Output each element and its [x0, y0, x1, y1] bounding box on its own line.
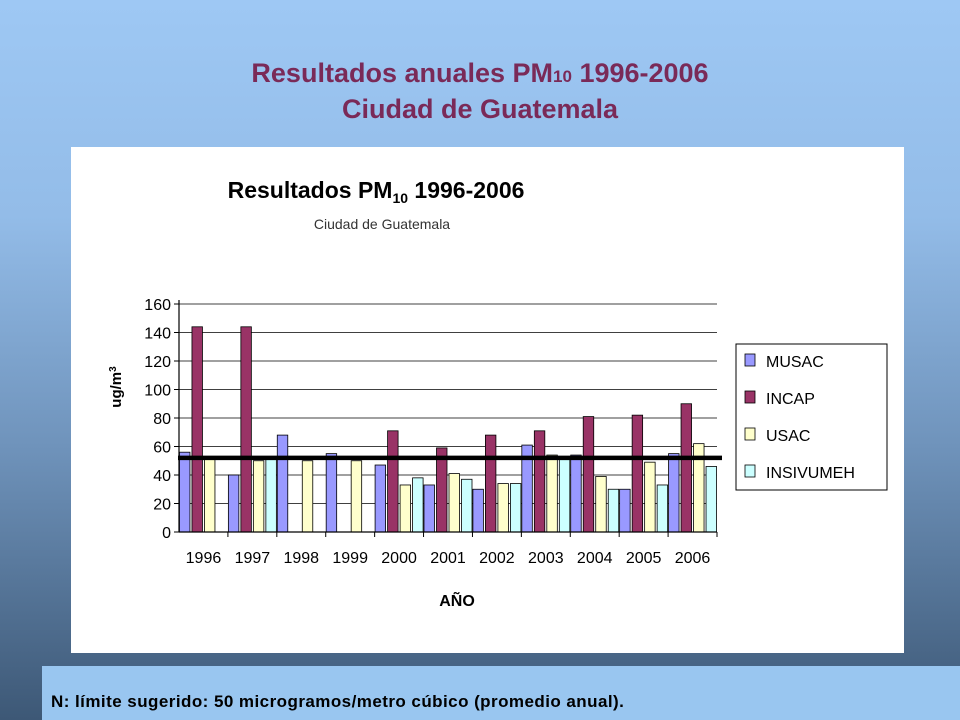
bar-incap-2002: [485, 435, 496, 532]
bar-incap-2006: [681, 404, 692, 532]
legend: [736, 344, 887, 490]
x-tick-label: 1996: [185, 550, 222, 567]
bar-insivumeh-2003: [559, 458, 570, 532]
bar-incap-2000: [388, 431, 399, 532]
bar-insivumeh-1997: [266, 459, 277, 532]
y-tick-label: 40: [153, 468, 171, 485]
legend-label-insivumeh: INSIVUMEH: [766, 465, 855, 482]
bar-usac-1997: [253, 461, 264, 532]
y-tick-label: 120: [144, 354, 171, 371]
x-tick-label: 2000: [381, 550, 417, 567]
slide-title-main: Resultados anuales PM: [251, 58, 554, 88]
bar-musac-2002: [473, 489, 484, 532]
x-axis-label: AÑO: [439, 593, 475, 610]
legend-swatch-incap: [745, 391, 755, 403]
legend-swatch-insivumeh: [745, 465, 755, 477]
x-tick-label: 1997: [234, 550, 271, 567]
bar-usac-2001: [449, 474, 460, 532]
y-tick-label: 60: [153, 439, 171, 457]
bar-usac-2000: [400, 485, 411, 532]
bar-musac-2004: [571, 455, 582, 532]
bar-usac-1999: [351, 461, 362, 532]
bar-incap-2005: [632, 415, 643, 532]
bar-usac-1996: [204, 456, 215, 532]
legend-label-musac: MUSAC: [766, 354, 824, 371]
bar-insivumeh-2005: [657, 485, 668, 532]
bar-insivumeh-2000: [413, 478, 424, 532]
bar-insivumeh-2002: [510, 484, 520, 532]
bar-insivumeh-2001: [462, 479, 473, 532]
x-tick-label: 1998: [283, 550, 320, 567]
legend-swatch-usac: [745, 428, 755, 440]
bar-musac-1997: [228, 475, 239, 532]
slide-title: [0, 56, 960, 94]
footnote: N: límite sugerido: 50 microgramos/metro cúbico (promedio anual).: [51, 692, 625, 711]
y-tick-label: 20: [153, 496, 171, 514]
slide-title-subscript: 10: [553, 67, 572, 86]
legend-label-usac: USAC: [766, 428, 811, 445]
bar-musac-1996: [179, 452, 190, 532]
bar-musac-2005: [620, 489, 631, 532]
bar-musac-2000: [375, 465, 386, 532]
slide-title-years: 1996-2006: [571, 58, 709, 88]
y-tick-label: 140: [144, 325, 171, 343]
pm10-bar-chart: [71, 147, 904, 653]
bar-insivumeh-2004: [608, 489, 619, 532]
legend-label-incap: INCAP: [766, 391, 815, 408]
chart-panel: [71, 147, 904, 653]
bar-musac-2001: [424, 485, 435, 532]
y-tick-label: 160: [144, 297, 171, 314]
bar-usac-2002: [498, 484, 509, 532]
x-tick-label: 2001: [430, 550, 466, 567]
bar-musac-1998: [277, 435, 288, 532]
y-axis-label: $ug/m^3$: [108, 366, 125, 408]
bar-usac-1998: [302, 461, 313, 532]
x-tick-label: 2002: [479, 550, 515, 567]
legend-swatch-musac: [745, 354, 755, 366]
slide-subtitle: Ciudad de Guatemala: [341, 94, 619, 124]
bar-incap-2001: [437, 448, 448, 532]
y-tick-label: 100: [144, 382, 171, 400]
bar-incap-2003: [534, 431, 545, 532]
footnote-bar: [42, 666, 960, 720]
y-tick-label: 80: [153, 411, 171, 428]
x-tick-label: 2003: [528, 550, 564, 567]
x-tick-label: 1999: [332, 550, 368, 567]
chart-title: Resultados $PM_{10}$ 1996-2006: [227, 177, 525, 206]
chart-subtitle: Ciudad de Guatemala: [313, 216, 451, 232]
bar-incap-2004: [583, 417, 594, 532]
x-tick-label: 2006: [674, 550, 711, 567]
bar-usac-2005: [645, 462, 656, 532]
bar-musac-1999: [326, 454, 337, 532]
y-tick-label: 0: [162, 525, 171, 542]
x-tick-label: 2004: [576, 550, 613, 567]
bar-incap-1996: [192, 327, 203, 532]
bar-incap-1997: [241, 327, 252, 532]
bar-musac-2006: [669, 454, 680, 532]
bar-usac-2004: [596, 476, 607, 532]
bar-usac-2003: [547, 455, 558, 532]
x-tick-label: 2005: [625, 550, 662, 567]
bar-insivumeh-2006: [706, 466, 717, 532]
